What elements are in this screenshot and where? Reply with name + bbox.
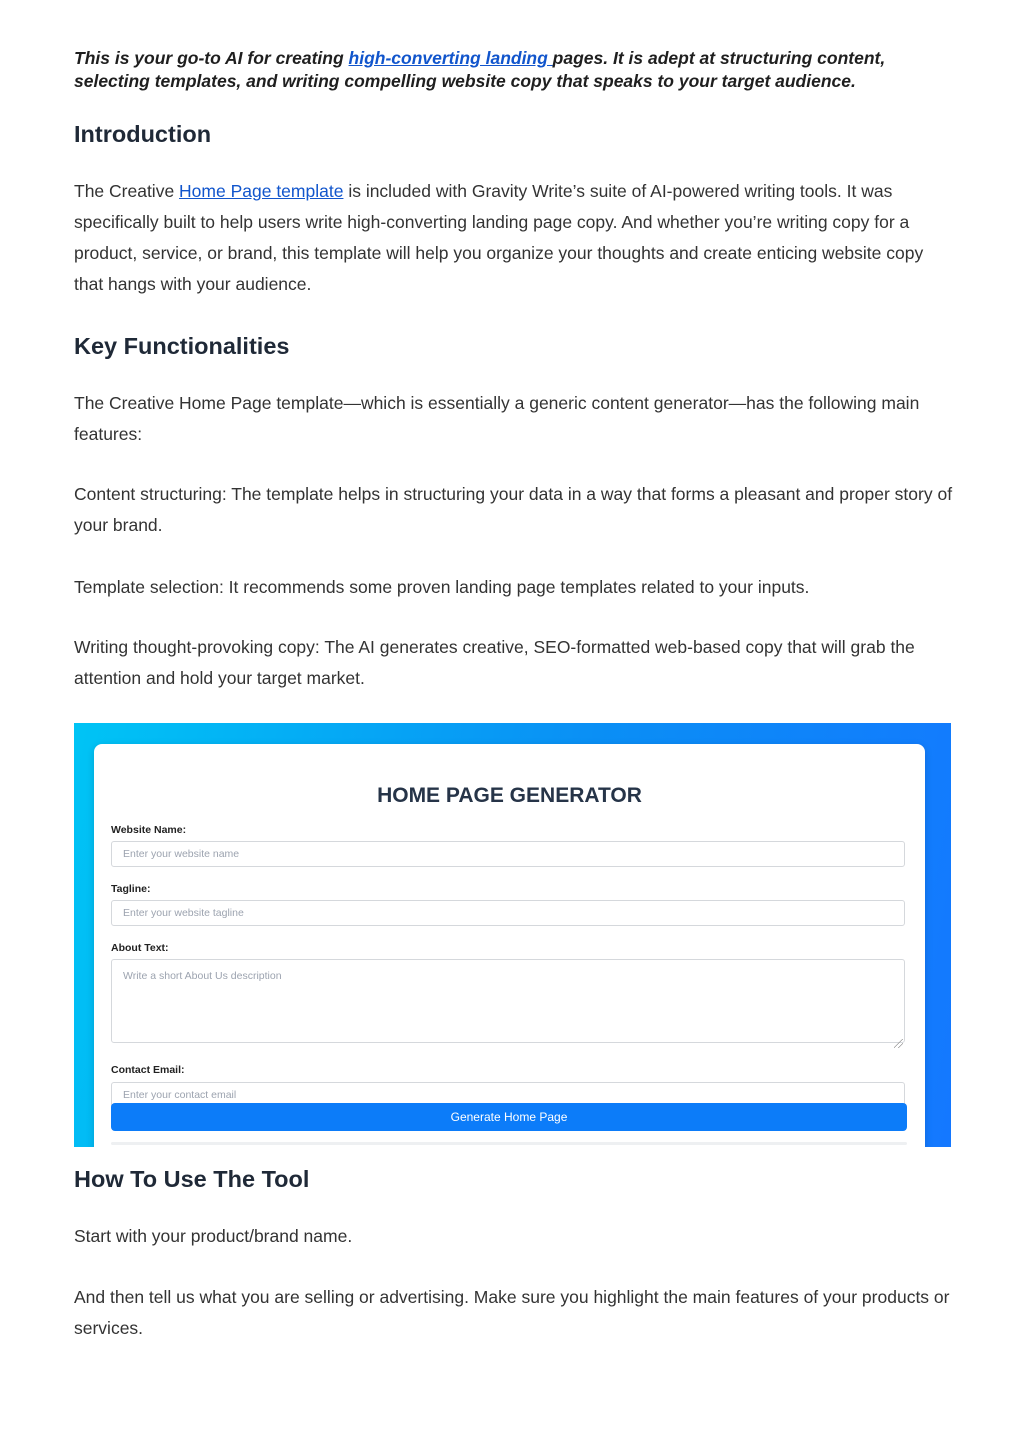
about-text-label: About Text:	[111, 942, 169, 954]
tagline-label: Tagline:	[111, 883, 151, 895]
generator-title: HOME PAGE GENERATOR	[377, 784, 642, 807]
resize-grip-icon[interactable]	[894, 1039, 903, 1048]
home-page-generator-screenshot	[74, 723, 951, 1147]
home-page-template-link[interactable]: Home Page template	[179, 181, 344, 201]
how-to-step-2: And then tell us what you are selling or advertising. Make sure you highlight the main features of your products or services.	[74, 1287, 950, 1338]
high-converting-landing-link[interactable]: high-converting landing	[348, 48, 553, 68]
introduction-start: The Creative	[74, 181, 180, 201]
key-functionalities-intro: The Creative Home Page template—which is essentially a generic content generator—has the following main features:	[74, 393, 920, 444]
website-name-label: Website Name:	[111, 824, 187, 836]
how-to-step-1: Start with your product/brand name.	[74, 1226, 353, 1246]
introduction-rest: is included with Gravity Write’s suite of AI-powered writing tools. It was specifically built to help users write high-converting landing page copy. And whether you’re writing copy for a product, service, or brand, this template will help you organize your thoughts and create enticing website copy that hangs with your audience.	[74, 181, 924, 294]
writing-copy-paragraph: Writing thought-provoking copy: The AI generates creative, SEO-formatted web-based copy that will grab the attention and hold your target market.	[74, 637, 915, 688]
website-name-input[interactable]	[111, 841, 905, 867]
contact-email-label: Contact Email:	[111, 1064, 185, 1076]
tagline-input[interactable]	[111, 900, 905, 926]
template-selection-paragraph: Template selection: It recommends some proven landing page templates related to your inputs.	[74, 577, 810, 597]
content-structuring-paragraph: Content structuring: The template helps in structuring your data in a way that forms a pleasant and proper story of your brand.	[74, 484, 953, 535]
how-to-use-heading: How To Use The Tool	[74, 1166, 310, 1192]
generator-card	[94, 744, 925, 1147]
divider	[111, 1142, 907, 1145]
introduction-heading: Introduction	[74, 121, 212, 147]
intro-paragraph	[74, 47, 954, 93]
generate-home-page-button[interactable]: Generate Home Page	[111, 1103, 907, 1131]
intro-rest: pages. It is adept at structuring content, selecting templates, and writing compelling website copy that speaks to your target audience.	[74, 48, 886, 91]
intro-lead: This is your go-to AI for creating	[74, 48, 349, 68]
key-functionalities-heading: Key Functionalities	[74, 333, 290, 359]
about-text-textarea[interactable]	[111, 959, 905, 1043]
introduction-paragraph	[74, 176, 954, 300]
